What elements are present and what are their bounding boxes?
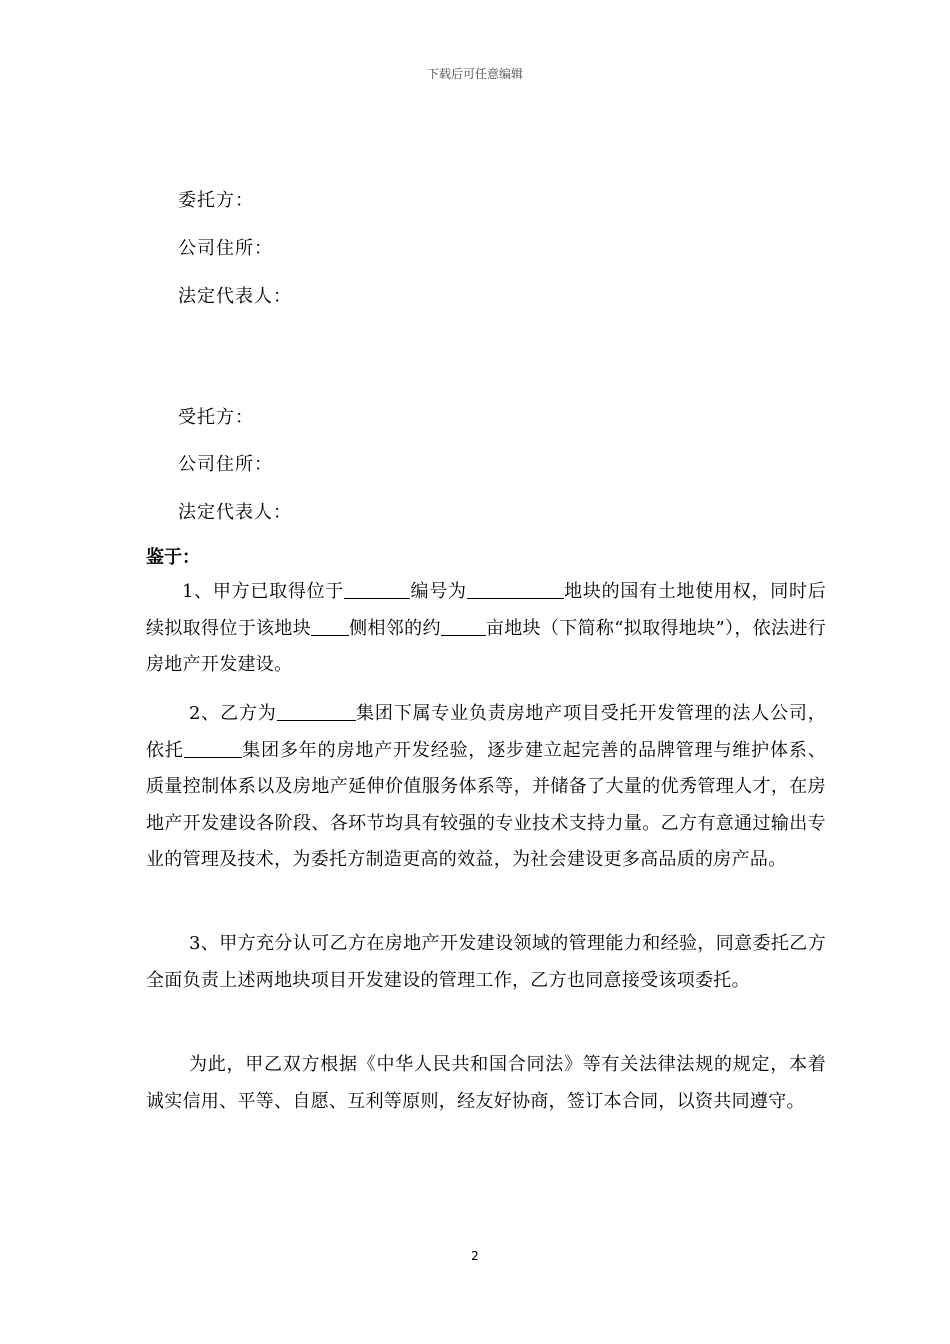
whereas-clause-4: 为此，甲乙双方根据《中华人民共和国合同法》等有关法律法规的规定，本着诚实信用、平等、自愿、互利等原则，经友好协商，签订本合同，以资共同遵守。 [146, 1054, 826, 1112]
blank-line [184, 739, 242, 758]
clause-1-text-e: 亩地块（下简称“拟取得地块”），依法进行房地产开发建设。 [146, 617, 827, 675]
clause-2-text-a: 2、乙方为 [189, 703, 277, 724]
clause-1-text-b: 编号为 [410, 581, 467, 602]
blank-line [311, 617, 349, 636]
clause-1-text-d: 侧相邻的约 [349, 617, 441, 639]
blank-line [277, 702, 356, 721]
principal-address-label: 公司住所： [178, 238, 273, 259]
whereas-heading: 鉴于： [146, 547, 200, 568]
page-header: 下载后可任意编辑 [426, 67, 523, 81]
blank-line [441, 617, 486, 636]
agent-legal-rep-label: 法定代表人： [178, 502, 292, 523]
clause-2-text-c: 集团多年的房地产开发经验，逐步建立起完善的品牌管理与维护体系、质量控制体系以及房地产延伸价值服务体系等，并储备了大量的优秀管理人才，在房地产开发建设各阶段、各环节均具有较强的专业技术支持力量。乙方有意通过输出专业的管理及技术，为委托方制造更高的效益，为社会建设更多高品质的房产品。 [146, 739, 826, 870]
clause-2-text-b: 集团下属专业负责房地产项目受托开发管理的法人公司，依托 [146, 703, 826, 761]
blank-line [344, 580, 410, 599]
principal-label: 委托方： [178, 190, 254, 211]
whereas-clause-2 [146, 696, 826, 879]
whereas-clause-3: 3、甲方充分认可乙方在房地产开发建设领域的管理能力和经验，同意委托乙方全面负责上述两地块项目开发建设的管理工作，乙方也同意接受该项委托。 [146, 933, 826, 991]
agent-label: 受托方： [178, 407, 254, 428]
principal-legal-rep-label: 法定代表人： [178, 286, 292, 307]
whereas-clause-1 [146, 574, 826, 684]
clause-1-text-a: 1、甲方已取得位于 [182, 581, 345, 602]
blank-line [467, 580, 564, 599]
agent-address-label: 公司住所： [178, 454, 273, 475]
page-number: 2 [471, 1249, 479, 1263]
clause-1-text-c: 地块的国有土地使用权，同时后续拟取得位于该地块 [146, 581, 827, 639]
